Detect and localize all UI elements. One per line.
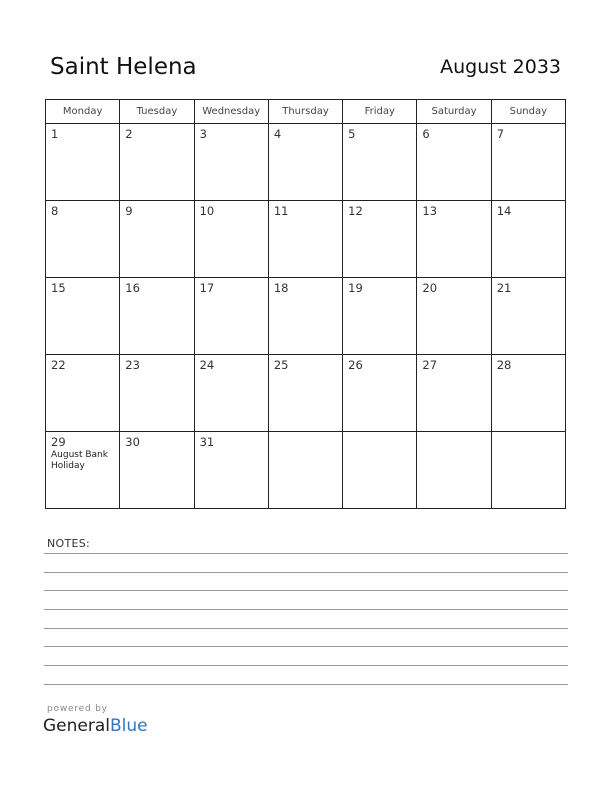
weekday-header: Saturday — [417, 100, 491, 124]
day-number: 4 — [273, 127, 282, 141]
day-cell — [417, 124, 491, 201]
day-number: 10 — [199, 204, 215, 218]
day-cell — [268, 124, 342, 201]
day-number: 9 — [125, 204, 133, 218]
day-cell — [343, 201, 417, 278]
day-number: 24 — [199, 358, 215, 372]
calendar-grid — [45, 99, 566, 509]
weekday-header: Friday — [343, 100, 417, 124]
day-number: 12 — [348, 204, 363, 218]
day-number: 14 — [496, 204, 512, 218]
day-number: 30 — [125, 435, 140, 449]
weekday-header: Tuesday — [120, 100, 194, 124]
day-number: 31 — [199, 435, 215, 449]
day-cell — [194, 355, 268, 432]
note-line — [44, 684, 568, 685]
note-line — [44, 609, 568, 610]
week-row — [46, 201, 566, 278]
brand-name-blue: Blue — [110, 716, 148, 736]
day-cell — [491, 355, 565, 432]
brand-logo — [43, 716, 148, 736]
weekday-header-row — [46, 100, 566, 124]
day-cell — [120, 355, 194, 432]
weekday-header: Wednesday — [194, 100, 268, 124]
note-line — [44, 665, 568, 666]
day-number: 17 — [199, 281, 215, 295]
day-number: 13 — [422, 204, 438, 218]
day-cell — [417, 278, 491, 355]
week-row — [46, 432, 566, 509]
week-row — [46, 124, 566, 201]
day-cell — [46, 124, 120, 201]
day-cell — [46, 278, 120, 355]
day-cell — [46, 355, 120, 432]
day-cell — [491, 432, 565, 509]
day-cell — [268, 355, 342, 432]
day-cell — [120, 432, 194, 509]
day-number: 27 — [422, 358, 438, 372]
day-number: 5 — [348, 127, 356, 141]
day-number: 21 — [496, 281, 512, 295]
day-cell — [268, 201, 342, 278]
note-line — [44, 628, 568, 629]
day-number: 3 — [199, 127, 207, 141]
day-cell — [194, 201, 268, 278]
day-number: 18 — [273, 281, 289, 295]
day-number: 11 — [273, 204, 289, 218]
day-number: 16 — [125, 281, 140, 295]
powered-by-label: powered by — [47, 704, 108, 714]
note-line — [44, 553, 568, 554]
day-cell — [194, 278, 268, 355]
day-number: 8 — [51, 204, 59, 218]
day-cell — [491, 201, 565, 278]
day-number: 15 — [51, 281, 66, 295]
day-number: 6 — [422, 127, 430, 141]
day-cell — [343, 432, 417, 509]
note-line — [44, 590, 568, 591]
day-number — [343, 432, 416, 435]
day-cell — [268, 278, 342, 355]
day-cell — [46, 201, 120, 278]
day-cell — [417, 355, 491, 432]
day-number — [492, 432, 565, 435]
weekday-header: Sunday — [491, 100, 565, 124]
week-row — [46, 278, 566, 355]
day-cell — [120, 278, 194, 355]
week-row — [46, 355, 566, 432]
day-cell — [46, 432, 120, 509]
day-number: 28 — [496, 358, 512, 372]
day-number: 26 — [348, 358, 363, 372]
day-cell — [491, 278, 565, 355]
day-cell — [343, 355, 417, 432]
month-year-label: August 2033 — [440, 56, 561, 78]
day-number: 20 — [422, 281, 438, 295]
day-cell — [120, 124, 194, 201]
notes-label: NOTES: — [47, 537, 91, 550]
holiday-label: August Bank Holiday — [51, 450, 108, 471]
day-number — [417, 432, 490, 435]
day-number: 23 — [125, 358, 140, 372]
day-cell — [417, 201, 491, 278]
day-cell — [491, 124, 565, 201]
weekday-header: Monday — [46, 100, 120, 124]
day-number: 22 — [51, 358, 66, 372]
calendar-title: Saint Helena — [50, 54, 197, 80]
day-number: 25 — [273, 358, 289, 372]
day-number: 7 — [496, 127, 505, 141]
day-number: 29 — [51, 435, 66, 449]
day-cell — [268, 432, 342, 509]
day-number: 19 — [348, 281, 363, 295]
note-line — [44, 646, 568, 647]
day-cell — [120, 201, 194, 278]
weekday-header: Thursday — [268, 100, 342, 124]
day-cell — [343, 278, 417, 355]
day-number: 1 — [51, 127, 59, 141]
note-line — [44, 572, 568, 573]
day-number: 2 — [125, 127, 133, 141]
day-cell — [343, 124, 417, 201]
brand-name-general: General — [43, 716, 110, 736]
day-cell — [194, 432, 268, 509]
day-cell — [417, 432, 491, 509]
day-number — [269, 432, 342, 435]
day-cell — [194, 124, 268, 201]
